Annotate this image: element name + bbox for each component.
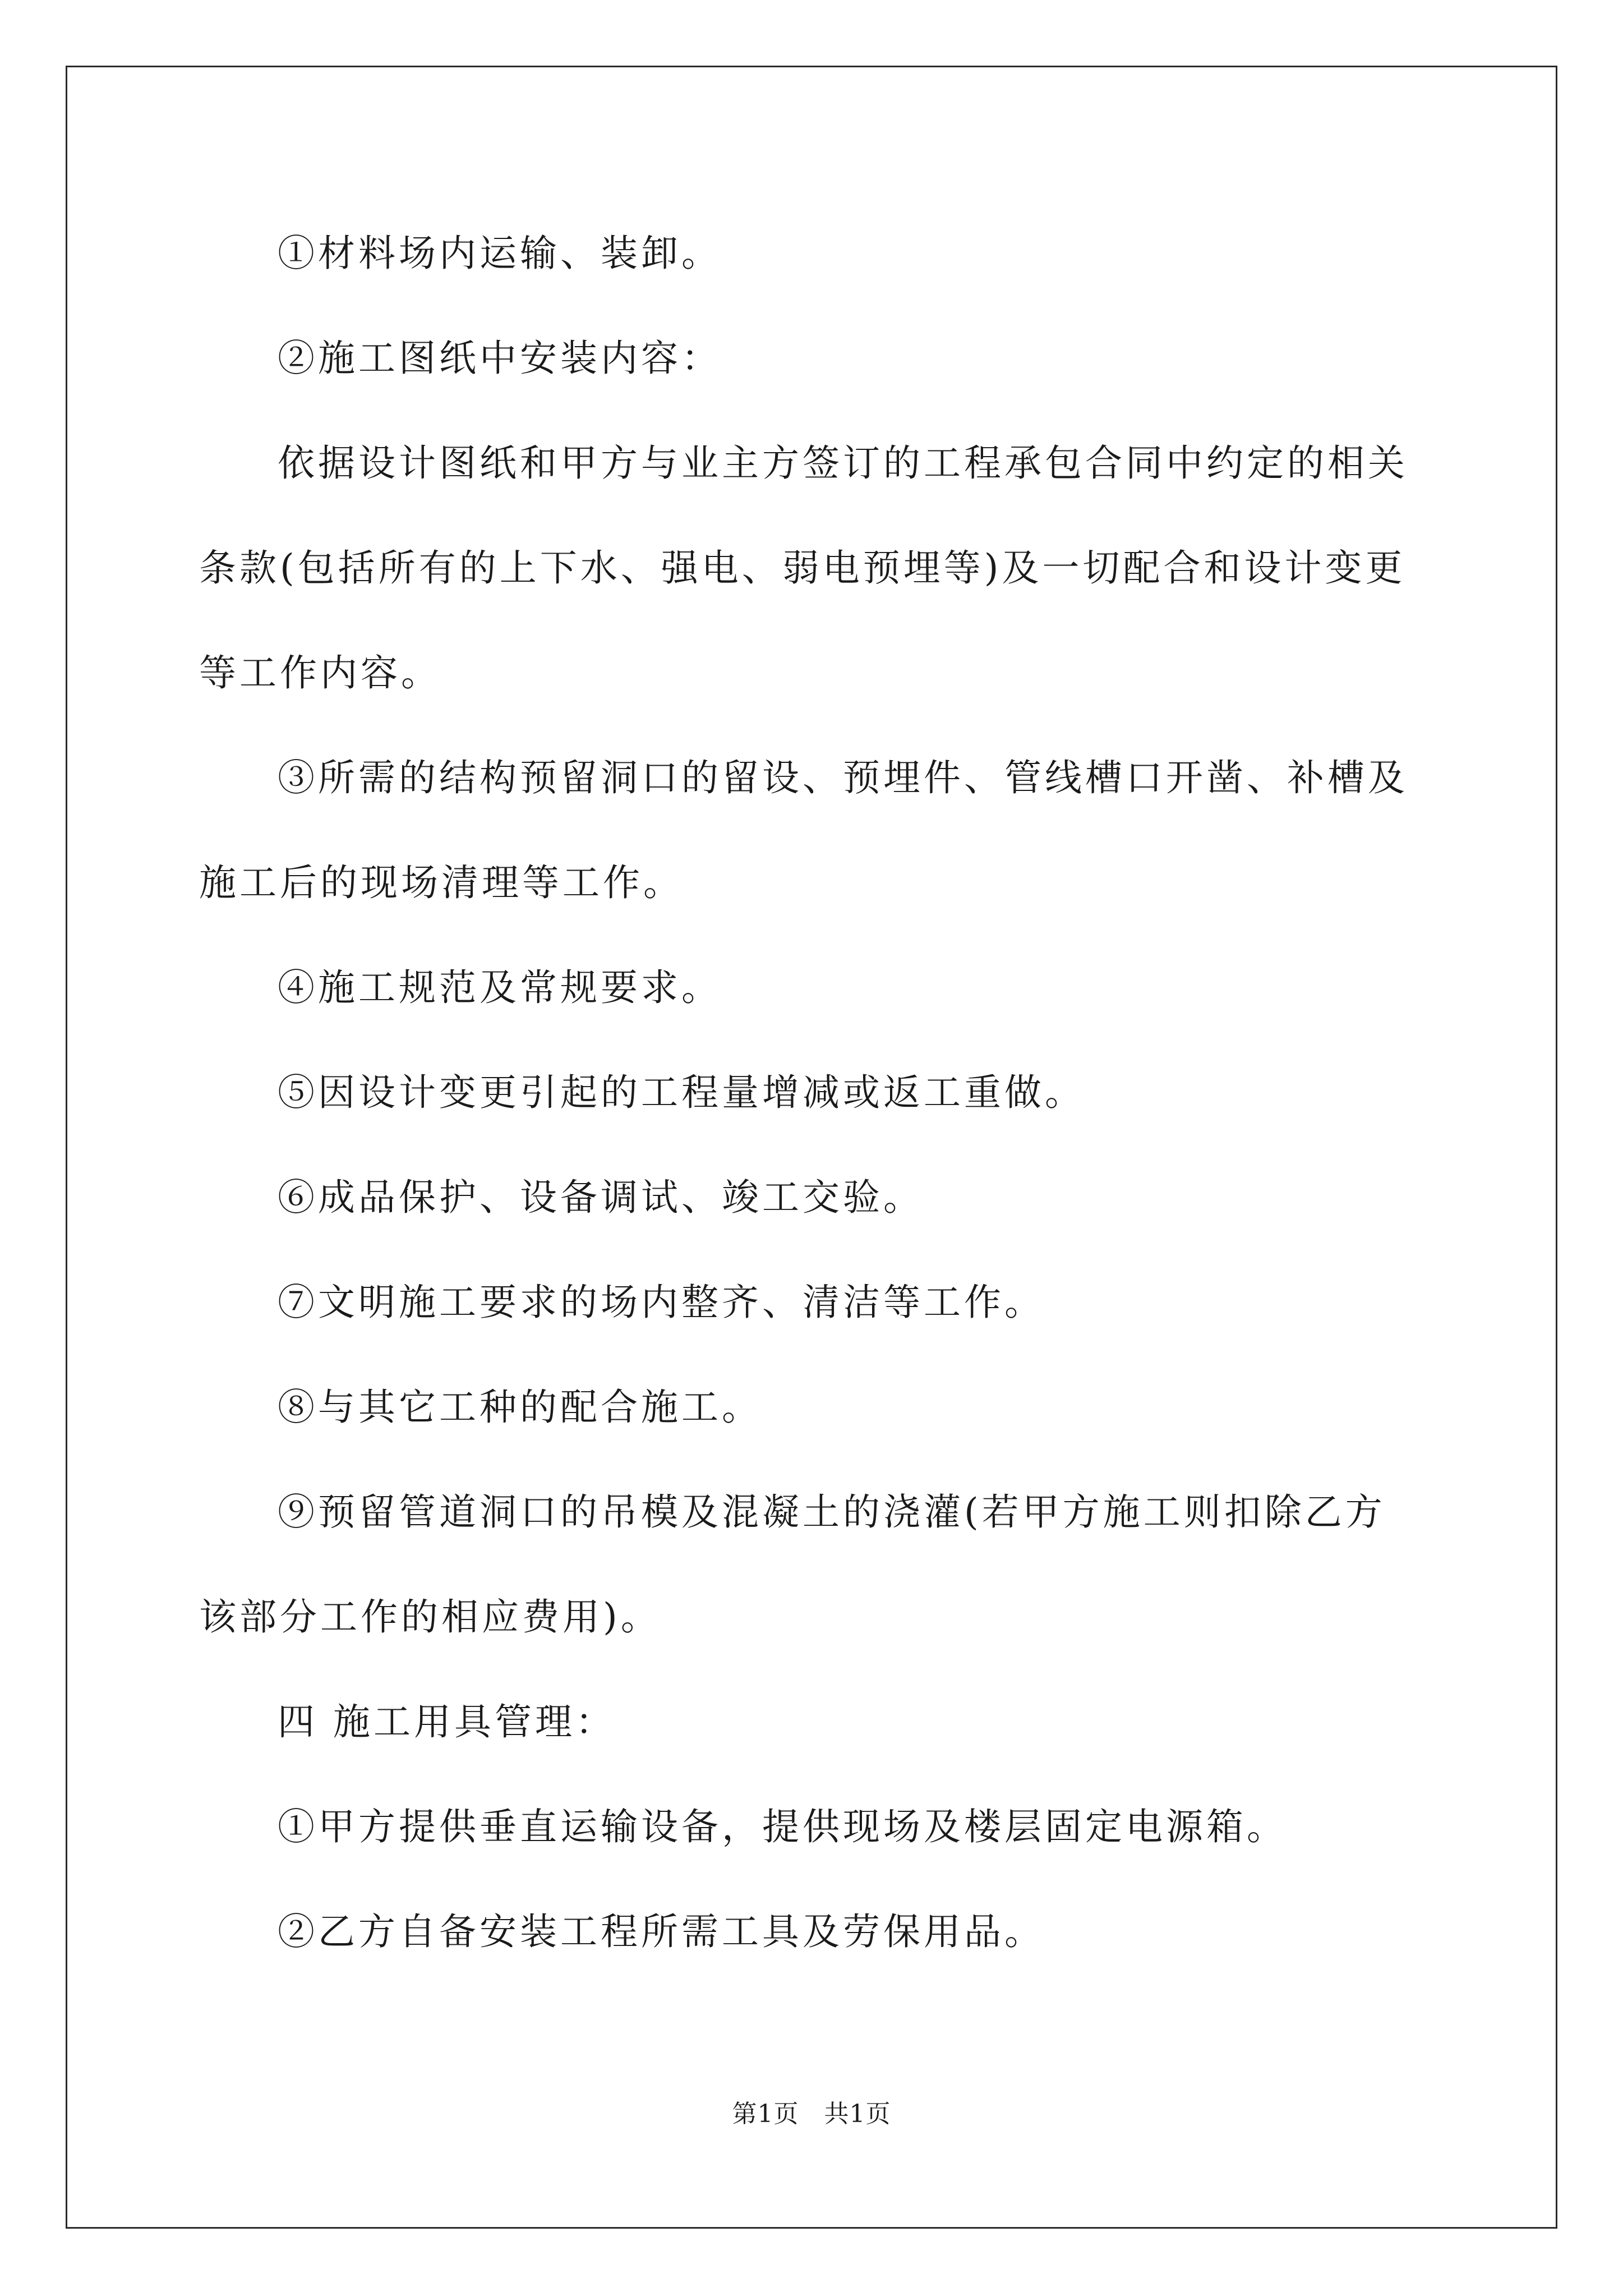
paragraph-4-line-1: ③所需的结构预留洞口的留设、预埋件、管线槽口开凿、补槽及 — [278, 756, 1408, 799]
paragraph-12-line-1: ①甲方提供垂直运输设备，提供现场及楼层固定电源箱。 — [278, 1805, 1287, 1848]
paragraph-3-line-2: 条款(包括所有的上下水、强电、弱电预埋等)及一切配合和设计变更 — [199, 546, 1406, 590]
paragraph-9-line-1: ⑧与其它工种的配合施工。 — [278, 1386, 762, 1429]
paragraph-2-line-1: ②施工图纸中安装内容： — [278, 337, 722, 380]
paragraph-3-line-3: 等工作内容。 — [199, 651, 441, 694]
paragraph-3-line-1: 依据设计图纸和甲方与业主方签订的工程承包合同中约定的相关 — [278, 441, 1408, 485]
paragraph-6-line-1: ⑤因设计变更引起的工程量增减或返工重做。 — [278, 1071, 1085, 1114]
paragraph-5-line-1: ④施工规范及常规要求。 — [278, 966, 722, 1009]
paragraph-10-line-2: 该部分工作的相应费用)。 — [199, 1595, 661, 1639]
paragraph-13-line-1: ②乙方自备安装工程所需工具及劳保用品。 — [278, 1910, 1045, 1953]
paragraph-4-line-2: 施工后的现场清理等工作。 — [199, 861, 684, 904]
paragraph-1-line-1: ①材料场内运输、装卸。 — [278, 232, 722, 275]
section-heading: 四 施工用具管理： — [278, 1700, 616, 1743]
paragraph-7-line-1: ⑥成品保护、设备调试、竣工交验。 — [278, 1176, 924, 1219]
page-number-footer: 第1页 共1页 — [732, 2100, 891, 2128]
paragraph-10-line-1: ⑨预留管道洞口的吊模及混凝土的浇灌(若甲方施工则扣除乙方 — [278, 1490, 1386, 1534]
paragraph-8-line-1: ⑦文明施工要求的场内整齐、清洁等工作。 — [278, 1281, 1045, 1324]
